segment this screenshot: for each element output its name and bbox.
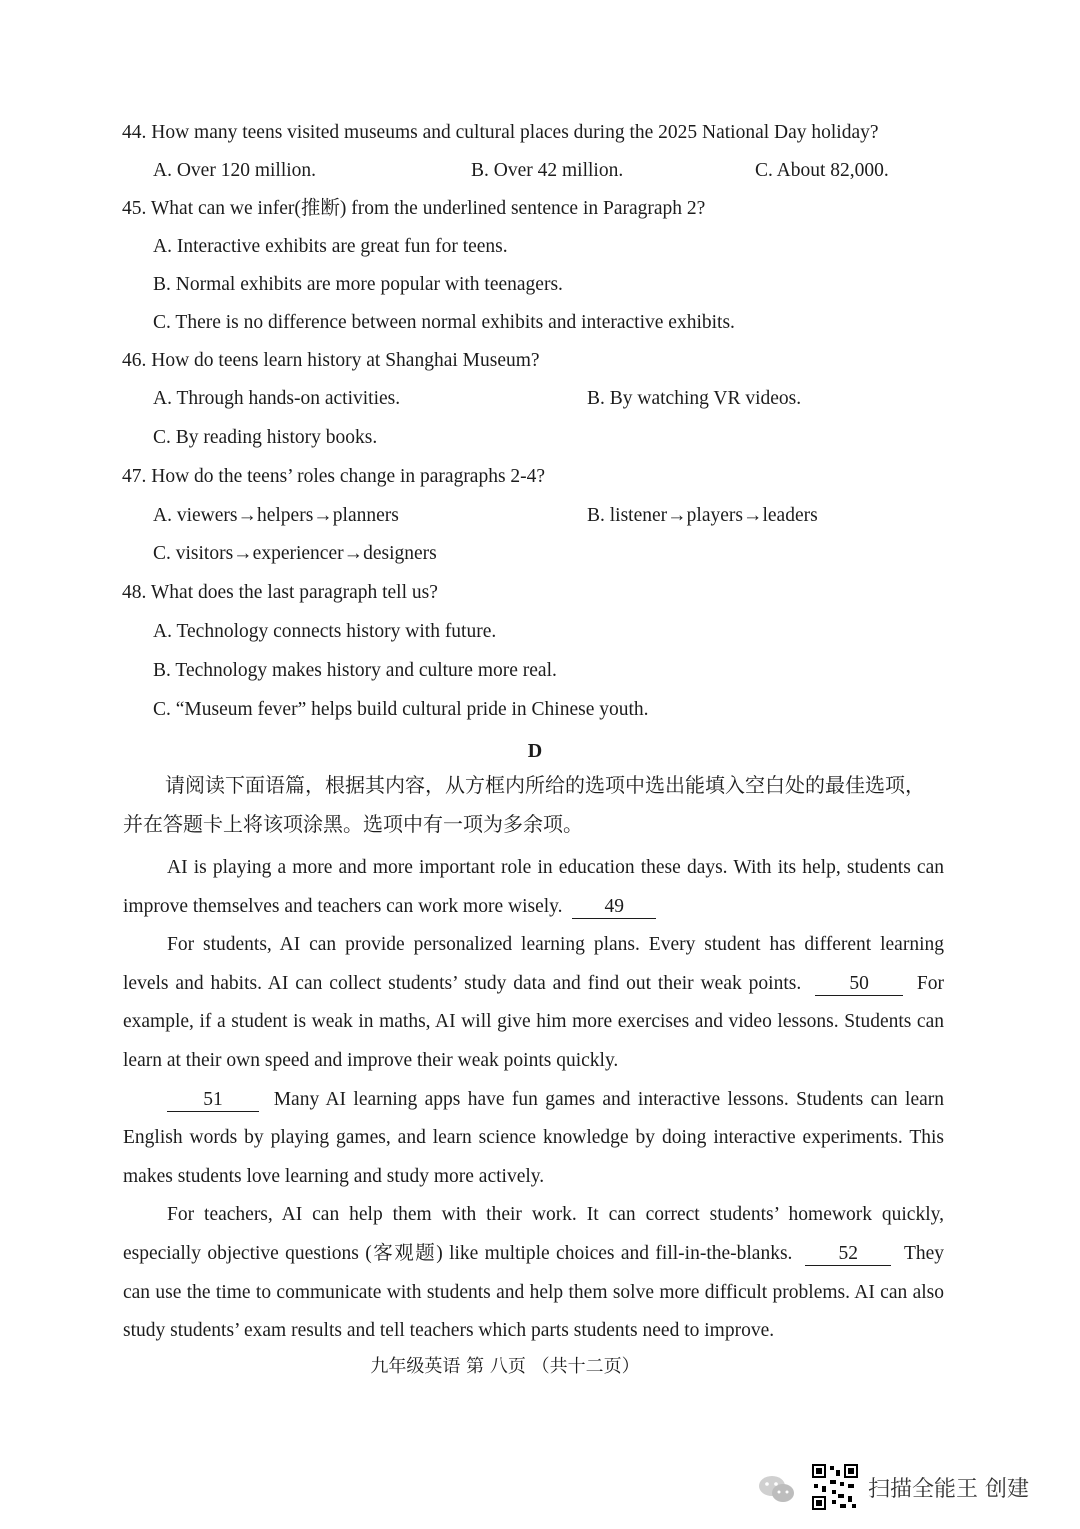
watermark-text: 扫描全能王 创建 [868, 1477, 1029, 1502]
wechat-icon [758, 1474, 796, 1504]
blank-50: 50 [815, 973, 903, 996]
passage-paragraph-4: For teachers, AI can help them with their work. It can correct students’ homework quickly, especially objective questions (客观题) like multiple choices and fill-in-the-blanks. 52 They can use the time to communicate with students and help them solve more difficult problems. AI can also study students’ exam results and tell teachers which parts students need to improve. [123, 1204, 945, 1342]
blank-51: 51 [167, 1089, 259, 1112]
question-44: 44. How many teens visited museums and cultural places during the 2025 National Day holiday? [122, 122, 879, 143]
section-d-instruction-line1: 请阅读下面语篇，根据其内容，从方框内所给的选项中选出能填入空白处的最佳选项， [165, 773, 925, 797]
passage [123, 849, 944, 1351]
blank-49: 49 [572, 896, 656, 919]
page-footer: 九年级英语 第 八页 （共十二页） [370, 1356, 640, 1377]
question-47: 47. How do the teens’ roles change in paragraphs 2-4? [122, 466, 546, 487]
scanner-watermark [758, 1462, 1058, 1512]
question-44-option-b: B. Over 42 million. [471, 160, 624, 181]
question-46-option-c: C. By reading history books. [153, 427, 378, 448]
question-45-option-a: A. Interactive exhibits are great fun for teens. [153, 236, 508, 257]
section-d-heading: D [527, 740, 543, 762]
question-47-option-b: B. listener→players→leaders [587, 505, 818, 526]
passage-paragraph-2: For students, AI can provide personalized learning plans. Every student has different learning levels and habits. AI can collect students’ study data and find out their weak points. 50 For example, if a student is weak in maths, AI will give him more exercises and video lessons. Students can learn at their own speed and improve their weak points quickly. [123, 934, 945, 1071]
question-46-option-b: B. By watching VR videos. [587, 388, 802, 409]
passage-paragraph-3: 51 Many AI learning apps have fun games and interactive lessons. Students can learn English words by playing games, and learn science knowledge by doing interactive experiments. This makes students love learning and study more actively. [123, 1088, 945, 1187]
qr-code-icon [810, 1462, 860, 1512]
question-48-option-a: A. Technology connects history with future. [153, 621, 497, 642]
section-d-instruction-line2: 并在答题卡上将该项涂黑。选项中有一项为多余项。 [123, 812, 583, 836]
question-44-option-c: C. About 82,000. [755, 160, 889, 181]
question-48-option-c: C. “Museum fever” helps build cultural pride in Chinese youth. [153, 699, 649, 720]
question-46: 46. How do teens learn history at Shanghai Museum? [122, 350, 540, 371]
blank-52: 52 [805, 1243, 891, 1266]
passage-paragraph-1: AI is playing a more and more important role in education these days. With its help, students can improve themselves and teachers can work more wisely. 49 [123, 857, 944, 917]
question-47-option-a: A. viewers→helpers→planners [153, 505, 399, 526]
question-48: 48. What does the last paragraph tell us? [122, 582, 438, 603]
question-45-option-b: B. Normal exhibits are more popular with teenagers. [153, 274, 563, 295]
question-45-option-c: C. There is no difference between normal exhibits and interactive exhibits. [153, 312, 735, 333]
question-44-option-a: A. Over 120 million. [153, 160, 317, 181]
question-45: 45. What can we infer(推断) from the underlined sentence in Paragraph 2? [122, 198, 706, 219]
question-47-option-c: C. visitors→experiencer→designers [153, 543, 437, 564]
question-46-option-a: A. Through hands-on activities. [153, 388, 401, 409]
question-48-option-b: B. Technology makes history and culture more real. [153, 660, 557, 681]
